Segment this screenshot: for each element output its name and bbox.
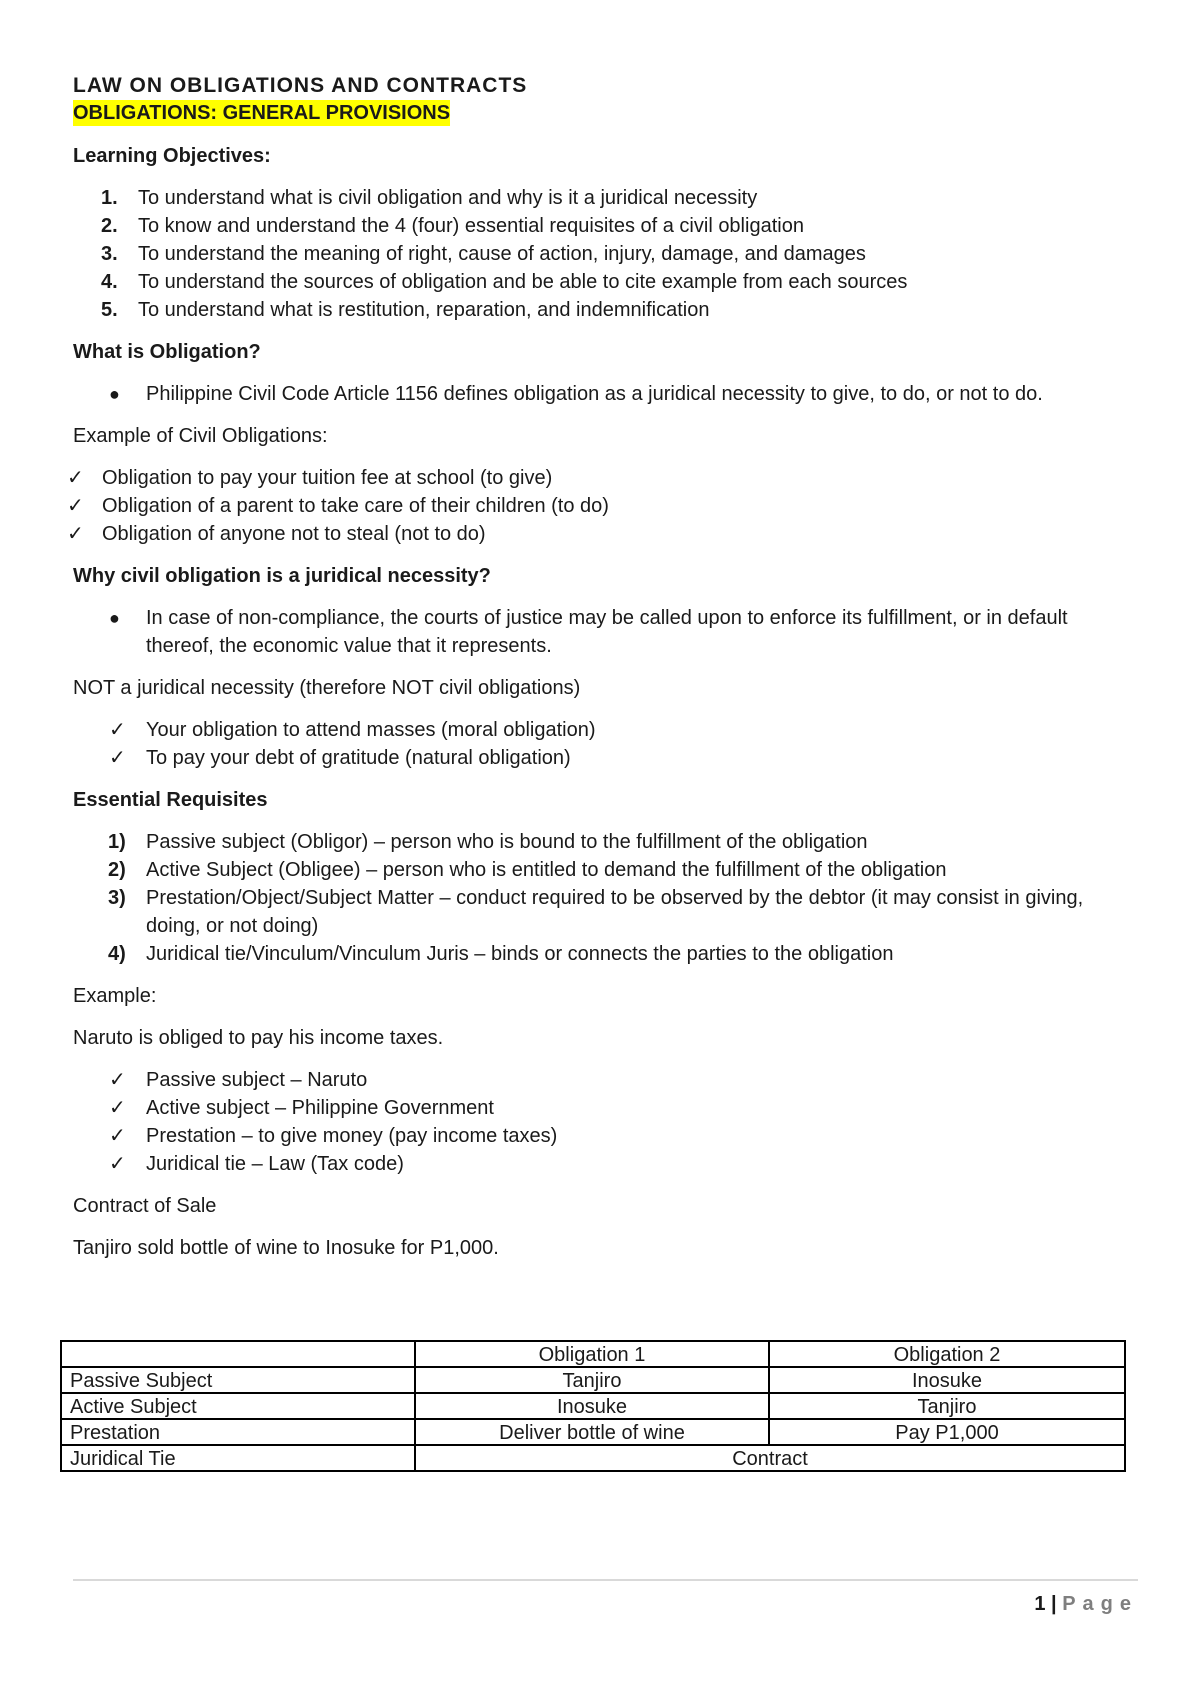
definition-list xyxy=(73,380,1133,408)
essential-requisites-list xyxy=(73,828,1133,968)
document-title: LAW ON OBLIGATIONS AND CONTRACTS xyxy=(73,74,528,97)
tanjiro-sentence: Tanjiro sold bottle of wine to Inosuke for P1,000. xyxy=(73,1237,499,1259)
why-juridical-heading: Why civil obligation is a juridical necessity? xyxy=(73,565,491,587)
table-cell: Contract xyxy=(415,1445,1125,1471)
list-item: ● Philippine Civil Code Article 1156 defines obligation as a juridical necessity to give, to do, or not to do. xyxy=(73,380,1133,408)
examples-label: Example of Civil Obligations: xyxy=(73,425,328,447)
table-row xyxy=(61,1367,1125,1393)
checkmark-icon: ✓ xyxy=(109,719,126,741)
table-cell xyxy=(61,1341,415,1367)
bullet-icon: ● xyxy=(109,608,120,628)
learning-objectives-heading: Learning Objectives: xyxy=(73,145,271,167)
footer-divider xyxy=(73,1579,1138,1581)
checkmark-icon: ✓ xyxy=(67,523,84,545)
table-cell: Pay P1,000 xyxy=(769,1419,1125,1445)
list-item: 5. To understand what is restitution, reparation, and indemnification xyxy=(101,299,710,321)
contract-of-sale-label: Contract of Sale xyxy=(73,1195,217,1217)
why-list xyxy=(73,604,1133,660)
page-number: 1 xyxy=(1034,1593,1046,1615)
table-cell: Inosuke xyxy=(769,1367,1125,1393)
examples-checklist xyxy=(67,464,1133,548)
what-is-obligation-heading: What is Obligation? xyxy=(73,341,261,363)
checkmark-icon: ✓ xyxy=(67,495,84,517)
not-juridical-checklist xyxy=(73,716,1133,772)
checkmark-icon: ✓ xyxy=(109,1125,126,1147)
list-item: 1) Passive subject (Obligor) – person who is bound to the fulfillment of the obligation xyxy=(108,831,868,853)
table-cell: Deliver bottle of wine xyxy=(415,1419,769,1445)
table-header-cell: Obligation 2 xyxy=(769,1341,1125,1367)
page-word: Page xyxy=(1062,1593,1138,1615)
table-header-cell: Obligation 1 xyxy=(415,1341,769,1367)
table-cell: Juridical Tie xyxy=(61,1445,415,1471)
list-item: ● In case of non-compliance, the courts of justice may be called upon to enforce its fulfillment, or in default thereof, the economic value that it represents. xyxy=(73,604,1133,660)
list-item: 3. To understand the meaning of right, cause of action, injury, damage, and damages xyxy=(101,243,866,265)
checkmark-icon: ✓ xyxy=(109,1097,126,1119)
list-item: 4) Juridical tie/Vinculum/Vinculum Juris – binds or connects the parties to the obligation xyxy=(108,943,894,965)
checkmark-icon: ✓ xyxy=(109,747,126,769)
list-item: ✓ Obligation of anyone not to steal (not to do) xyxy=(73,520,1133,548)
checkmark-icon: ✓ xyxy=(109,1153,126,1175)
table-cell: Tanjiro xyxy=(769,1393,1125,1419)
list-item: 4. To understand the sources of obligation and be able to cite example from each sources xyxy=(101,271,908,293)
example-label: Example: xyxy=(73,985,157,1007)
list-item: ✓ Obligation of a parent to take care of their children (to do) xyxy=(73,492,1133,520)
table-header-row xyxy=(61,1341,1125,1367)
footer-separator: | xyxy=(1051,1593,1057,1615)
list-item: ✓ Juridical tie – Law (Tax code) xyxy=(73,1150,1133,1178)
list-item: 2. To know and understand the 4 (four) essential requisites of a civil obligation xyxy=(101,215,804,237)
list-item: 1. To understand what is civil obligation and why is it a juridical necessity xyxy=(101,187,758,209)
bullet-icon: ● xyxy=(109,384,120,404)
list-item: 2) Active Subject (Obligee) – person who is entitled to demand the fulfillment of the obligation xyxy=(108,859,947,881)
table-row xyxy=(61,1419,1125,1445)
obligations-table xyxy=(60,1340,1126,1472)
table-cell: Tanjiro xyxy=(415,1367,769,1393)
checkmark-icon: ✓ xyxy=(109,1069,126,1091)
table-row xyxy=(61,1393,1125,1419)
naruto-sentence: Naruto is obliged to pay his income taxes. xyxy=(73,1027,444,1049)
list-item: ✓ Your obligation to attend masses (moral obligation) xyxy=(73,716,1133,744)
list-item: ✓ Prestation – to give money (pay income taxes) xyxy=(73,1122,1133,1150)
list-item: ✓ Active subject – Philippine Government xyxy=(73,1094,1133,1122)
table-cell: Passive Subject xyxy=(61,1367,415,1393)
not-juridical-label: NOT a juridical necessity (therefore NOT civil obligations) xyxy=(73,677,581,699)
table-cell: Prestation xyxy=(61,1419,415,1445)
document-subtitle: OBLIGATIONS: GENERAL PROVISIONS xyxy=(73,102,451,124)
table-cell: Inosuke xyxy=(415,1393,769,1419)
learning-objectives-list xyxy=(73,184,1133,324)
list-item: 3) Prestation/Object/Subject Matter – conduct required to be observed by the debtor (it may consist in giving, doing, or not doing) xyxy=(108,887,1084,937)
table-cell: Active Subject xyxy=(61,1393,415,1419)
list-item: ✓ Obligation to pay your tuition fee at school (to give) xyxy=(73,464,1133,492)
list-item: ✓ To pay your debt of gratitude (natural obligation) xyxy=(73,744,1133,772)
essential-requisites-heading: Essential Requisites xyxy=(73,789,268,811)
page-footer xyxy=(1034,1590,1138,1618)
list-item: ✓ Passive subject – Naruto xyxy=(73,1066,1133,1094)
table-row xyxy=(61,1445,1125,1471)
checkmark-icon: ✓ xyxy=(67,467,84,489)
naruto-checklist xyxy=(73,1066,1133,1178)
document-page xyxy=(67,72,1133,1276)
